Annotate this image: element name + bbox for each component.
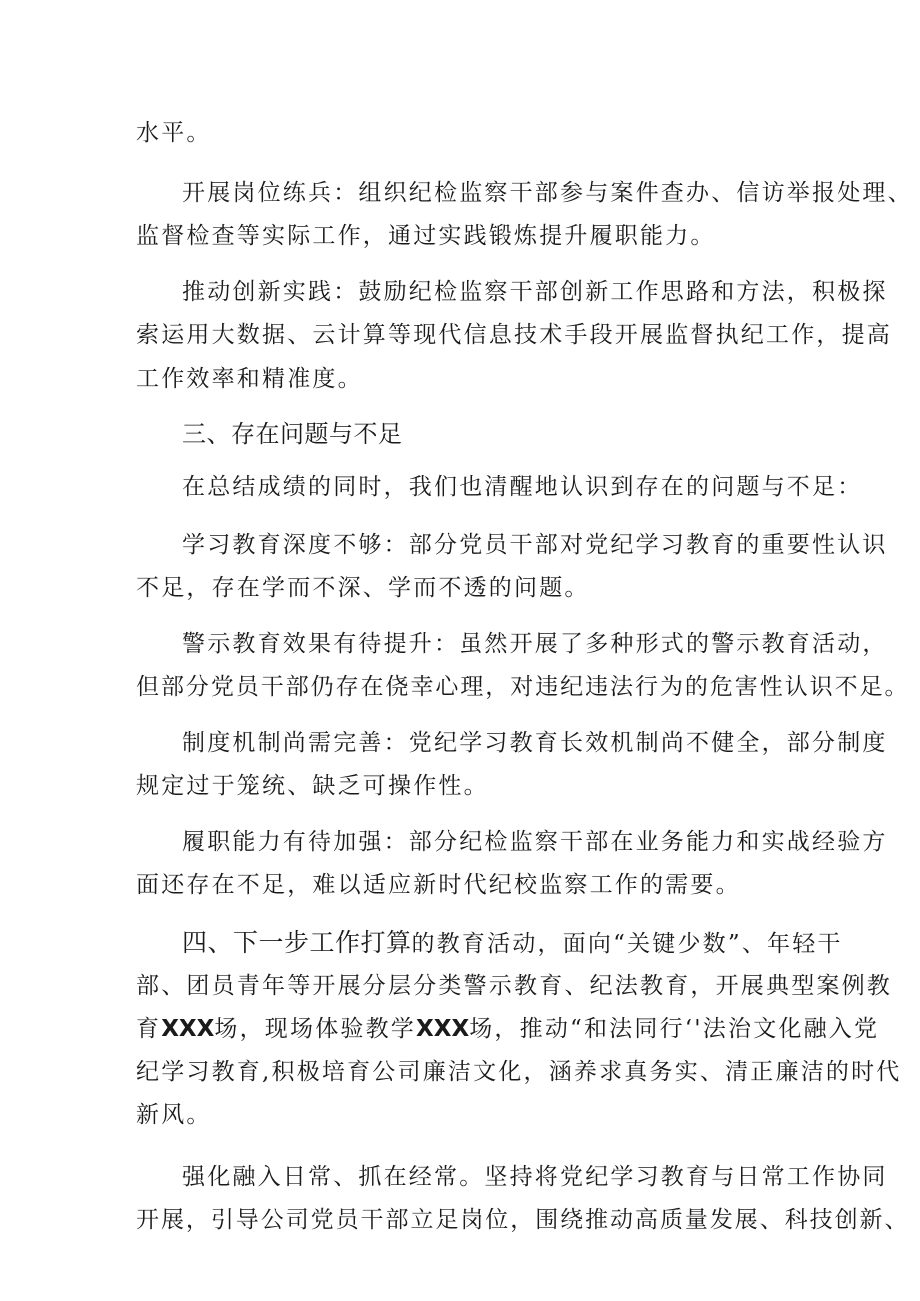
paragraph-line: 推动创新实践：鼓励纪检监察干部创新工作思路和方法，积极探 (182, 279, 888, 305)
paragraph-line: 不足，存在学而不深、学而不透的问题。 (136, 575, 590, 601)
paragraph-line: 但部分党员干部仍存在侥幸心理，对违纪违法行为的危害性认识不足。 (136, 674, 910, 700)
paragraph-text: 场，现场体验教学 (214, 1016, 417, 1042)
paragraph-line: 水平。 (136, 120, 212, 146)
paragraph-line: 强化融入日常、抓在经常。坚持将党纪学习教育与日常工作协同 (182, 1164, 888, 1190)
paragraph-text: 育 (136, 1016, 162, 1042)
paragraph-line: 新风。 (136, 1102, 212, 1128)
paragraph-line: 开展，引导公司党员干部立足岗位，围绕推动高质量发展、科技创新、 (136, 1207, 910, 1233)
placeholder-count: XXX (416, 1016, 470, 1042)
paragraph-line: 面还存在不足，难以适应新时代纪校监察工作的需要。 (136, 872, 741, 898)
paragraph-line (136, 1014, 879, 1044)
paragraph-line (182, 928, 843, 959)
section-heading: 四、下一步工作打算 (182, 928, 412, 957)
paragraph-line: 在总结成绩的同时，我们也清醒地认识到存在的问题与不足： (182, 474, 863, 500)
paragraph-line: 规定过于笼统、缺乏可操作性。 (136, 773, 489, 799)
paragraph-line: 部、团员青年等开展分层分类警示教育、纪法教育，开展典型案例教 (136, 973, 892, 999)
paragraph-line: 纪学习教育,积极培育公司廉洁文化，涵养求真务实、清正廉洁的时代 (136, 1059, 902, 1085)
section-heading: 三、存在问题与不足 (182, 420, 403, 448)
paragraph-line: 工作效率和精准度。 (136, 366, 363, 392)
paragraph-line: 索运用大数据、云计算等现代信息技术手段开展监督执纪工作，提高 (136, 322, 892, 348)
paragraph-line: 学习教育深度不够：部分党员干部对党纪学习教育的重要性认识 (182, 532, 888, 558)
paragraph-line: 开展岗位练兵：组织纪检监察干部参与案件查办、信访举报处理、 (182, 180, 913, 206)
paragraph-text: 的教育活动，面向“关键少数”、年轻干 (411, 931, 843, 957)
paragraph-line: 履职能力有待加强：部分纪检监察干部在业务能力和实战经验方 (182, 829, 888, 855)
paragraph-line: 制度机制尚需完善：党纪学习教育长效机制尚不健全，部分制度 (182, 730, 888, 756)
placeholder-count: XXX (161, 1016, 215, 1042)
paragraph-line: 警示教育效果有待提升：虽然开展了多种形式的警示教育活动， (182, 631, 888, 657)
paragraph-text: 场，推动“和法同行‘'法治文化融入党 (469, 1016, 880, 1042)
paragraph-line: 监督检查等实际工作，通过实践锻炼提升履职能力。 (136, 223, 716, 249)
